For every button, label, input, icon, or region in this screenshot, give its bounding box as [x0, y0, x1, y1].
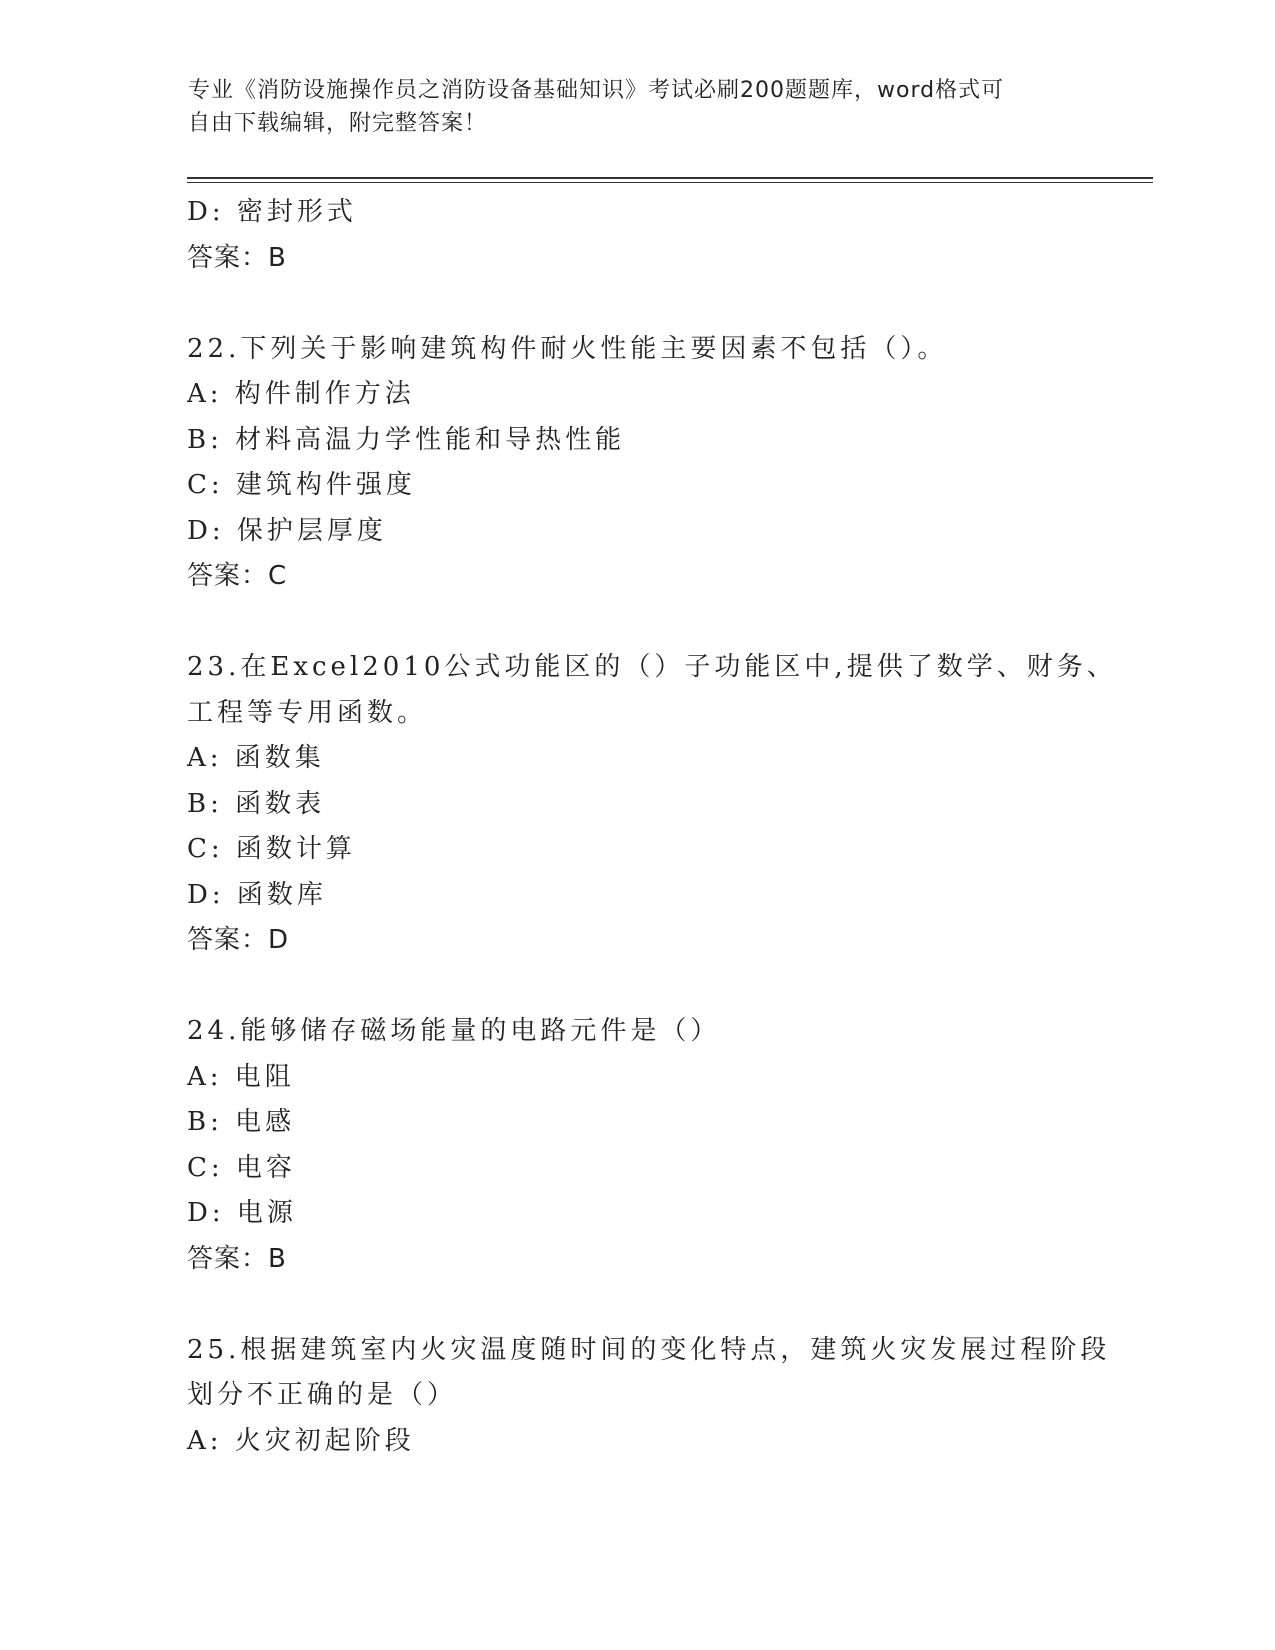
option-d: D: 电源	[187, 1198, 297, 1228]
answer-line: 答案：B	[187, 242, 287, 273]
page-header	[188, 74, 1088, 140]
question-stem: 23.在Excel2010公式功能区的（）子功能区中,提供了数学、财务、	[187, 652, 1117, 682]
option-a: A: 函数集	[187, 743, 325, 773]
option-d: D: 函数库	[187, 879, 327, 910]
option-b: B: 函数表	[187, 788, 326, 819]
question-stem-continued: 划分不正确的是（）	[187, 1380, 458, 1410]
option-c: C: 建筑构件强度	[187, 470, 416, 500]
option-c: C: 函数计算	[187, 834, 356, 864]
question-content	[187, 190, 1117, 1464]
answer-line: 答案：D	[187, 925, 290, 955]
question-stem: 25.根据建筑室内火灾温度随时间的变化特点，建筑火灾发展过程阶段	[187, 1334, 1111, 1365]
question-23	[187, 645, 1117, 964]
question-25	[187, 1328, 1111, 1465]
header-title-line1: 专业《消防设施操作员之消防设备基础知识》考试必刷200题题库，word格式可	[188, 78, 1005, 103]
option-b: B: 材料高温力学性能和导热性能	[187, 424, 626, 455]
option-d: D: 保护层厚度	[187, 515, 387, 546]
answer-line: 答案：C	[187, 561, 288, 591]
header-title-line2: 自由下载编辑，附完整答案！	[188, 111, 488, 136]
option-c: C: 电容	[187, 1152, 296, 1183]
question-stem: 22.下列关于影响建筑构件耐火性能主要因素不包括（）。	[187, 333, 948, 364]
question-24	[187, 1009, 1087, 1282]
question-stem: 24.能够储存磁场能量的电路元件是（）	[187, 1016, 721, 1046]
option-a: A: 火灾初起阶段	[187, 1425, 415, 1456]
option-a: A: 电阻	[187, 1061, 295, 1092]
option-a: A: 构件制作方法	[187, 379, 415, 409]
option-d: D: 密封形式	[187, 197, 357, 227]
question-stem-continued: 工程等专用函数。	[187, 697, 428, 728]
header-divider	[187, 177, 1153, 183]
question-22	[187, 327, 1087, 600]
option-b: B: 电感	[187, 1107, 296, 1137]
answer-line: 答案：B	[187, 1243, 287, 1274]
